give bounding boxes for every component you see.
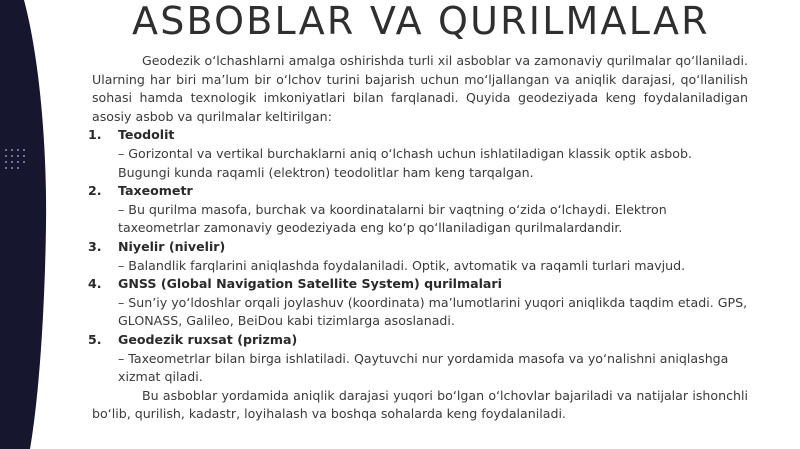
item-description: – Taxeometrlar bilan birga ishlatiladi. Qaytuvchi nur yordamida masofa va yo‘nalishni aniqlashga xizmat qiladi. [118, 350, 729, 385]
list-item-taxeometr [88, 182, 748, 238]
item-description: – Gorizontal va vertikal burchaklarni aniq o‘lchash uchun ishlatiladigan klassik optik asbob. Bugungi kunda raqamli (elektron) teodolitlar ham keng tarqalgan. [118, 145, 692, 180]
intro-paragraph: Geodezik o‘lchashlarni amalga oshirishda turli xil asboblar va zamonaviy qurilmalar qo‘llaniladi. Ularning har biri ma’lum bir o‘lchov turini bajarish uchun mo‘ljallangan va aniqlik darajasi, qo‘llanilish sohasi hamda texnologik imkoniyatlari bilan farqlanadi. Quyida geodeziyada keng foydalaniladigan asosiy asbob va qurilmalar keltirilgan: [92, 53, 748, 124]
decorative-side-panel [0, 0, 60, 449]
slide-body [88, 52, 748, 424]
item-description: – Bu qurilma masofa, burchak va koordinatalarni bir vaqtning o‘zida o‘lchaydi. Elektron taxeometrlar zamonaviy geodeziyada eng ko‘p qo‘llaniladigan qurilmalardandir. [118, 201, 667, 236]
conclusion-paragraph: Bu asboblar yordamida aniqlik darajasi yuqori bo‘lgan o‘lchovlar bajariladi va natijalar ishonchli bo‘lib, qurilish, kadastr, loyihalash va boshqa sohalarda keng foydalaniladi. [92, 387, 748, 422]
item-number: 3. [88, 238, 102, 254]
list-item-prizma [88, 331, 748, 387]
list-item-teodolit [88, 126, 748, 182]
item-number: 2. [88, 183, 102, 199]
item-description: – Balandlik farqlarini aniqlashda foydalaniladi. Optik, avtomatik va raqamli turlari mavjud. [118, 257, 686, 273]
slide-content [88, 0, 748, 449]
side-panel-shape [0, 0, 60, 449]
item-number: 4. [88, 276, 102, 292]
item-number: 1. [88, 127, 102, 143]
list-item-gnss [88, 275, 748, 331]
item-title: Taxeometr [118, 183, 193, 199]
item-title: GNSS (Global Navigation Satellite System) qurilmalari [118, 276, 502, 292]
slide-title: ASBOBLAR VA QURILMALAR [132, 0, 710, 43]
item-number: 5. [88, 331, 102, 347]
item-description: – Sun’iy yo‘ldoshlar orqali joylashuv (koordinata) ma’lumotlarini yuqori aniqlikda taqdim etadi. GPS, GLONASS, Galileo, BeiDou kabi tizimlarga asoslanadi. [118, 294, 748, 329]
item-title: Teodolit [118, 127, 175, 143]
list-item-nivelir [88, 238, 748, 275]
item-title: Niyelir (nivelir) [118, 238, 226, 254]
item-title: Geodezik ruxsat (prizma) [118, 331, 298, 347]
